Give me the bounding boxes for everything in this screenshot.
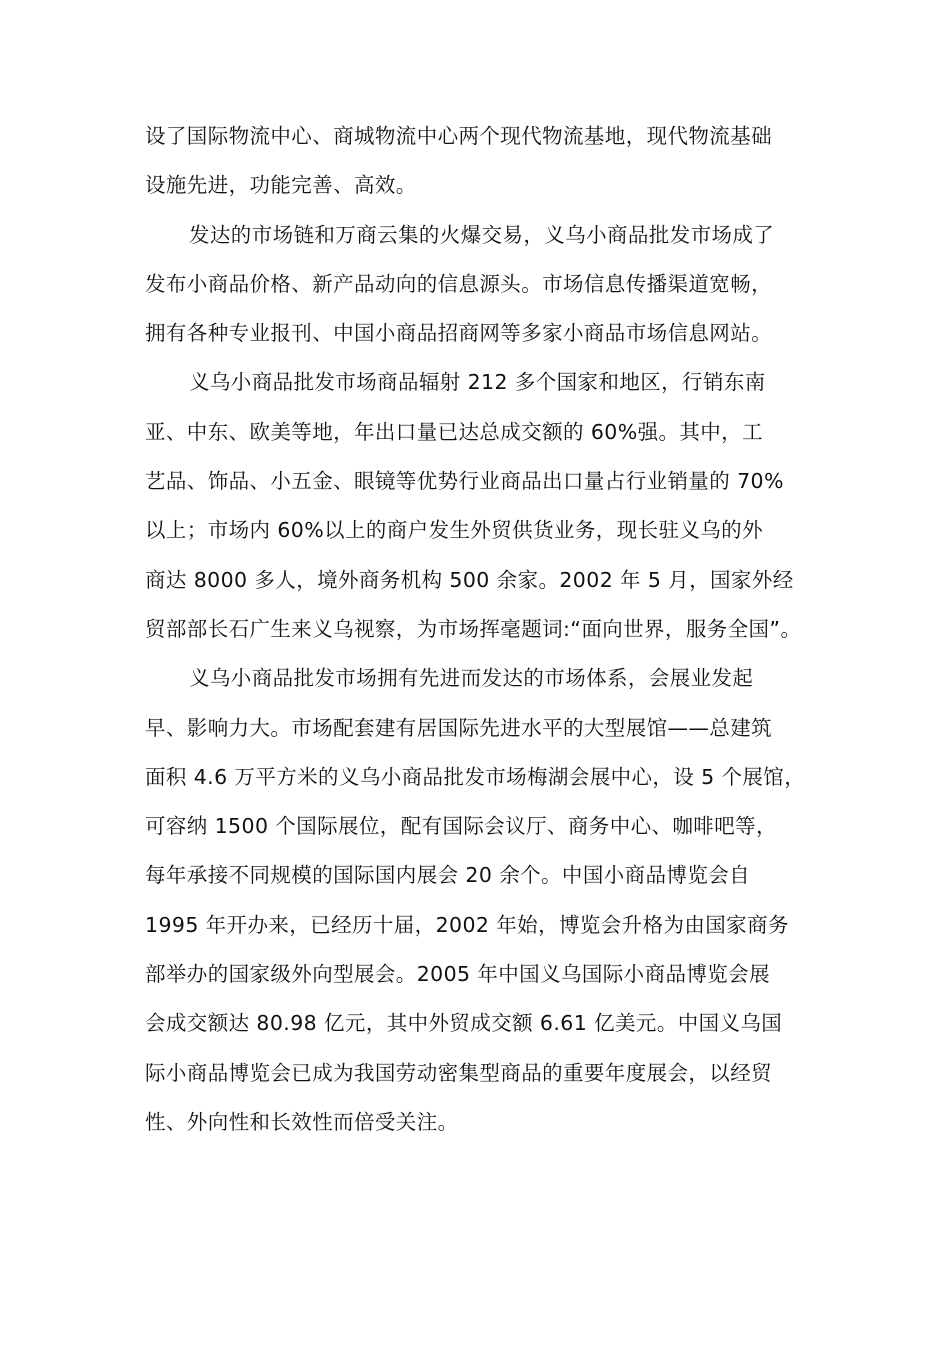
text-line: 1995 年开办来，已经历十届，2002 年始，博览会升格为由国家商务 [145, 912, 789, 937]
text-line: 会成交额达 80.98 亿元，其中外贸成交额 6.61 亿美元。中国义乌国 [145, 1011, 783, 1036]
text-line: 设施先进，功能完善、高效。 [145, 173, 417, 198]
paragraph-logistics [145, 112, 815, 211]
text-line: 义乌小商品批发市场拥有先进而发达的市场体系，会展业发起 [189, 666, 754, 691]
text-line: 早、影响力大。市场配套建有居国际先进水平的大型展馆——总建筑 [145, 715, 772, 740]
paragraph-information-source [145, 211, 815, 359]
text-line: 艺品、饰品、小五金、眼镜等优势行业商品出口量占行业销量的 70% [145, 469, 784, 494]
text-line: 每年承接不同规模的国际国内展会 20 余个。中国小商品博览会自 [145, 863, 751, 888]
text-line: 际小商品博览会已成为我国劳动密集型商品的重要年度展会，以经贸 [145, 1060, 772, 1085]
text-line: 发布小商品价格、新产品动向的信息源头。市场信息传播渠道宽畅， [145, 271, 772, 296]
text-line: 可容纳 1500 个国际展位，配有国际会议厅、商务中心、咖啡吧等， [145, 814, 777, 839]
text-line: 部举办的国家级外向型展会。2005 年中国义乌国际小商品博览会展 [145, 962, 770, 987]
text-line: 亚、中东、欧美等地，年出口量已达总成交额的 60%强。其中，工 [145, 419, 763, 444]
paragraph-export [145, 358, 815, 654]
text-line: 面积 4.6 万平方米的义乌小商品批发市场梅湖会展中心，设 5 个展馆， [145, 764, 806, 789]
text-line: 贸部部长石广生来义乌视察，为市场挥毫题词:“面向世界，服务全国”。 [145, 616, 802, 641]
text-line: 拥有各种专业报刊、中国小商品招商网等多家小商品市场信息网站。 [145, 321, 772, 346]
paragraph-exhibition [145, 654, 815, 1147]
text-line: 以上；市场内 60%以上的商户发生外贸供货业务，现长驻义乌的外 [145, 518, 763, 543]
text-line: 义乌小商品批发市场商品辐射 212 多个国家和地区，行销东南 [189, 370, 766, 395]
text-line: 商达 8000 多人，境外商务机构 500 余家。2002 年 5 月，国家外经 [145, 567, 794, 592]
document-body [145, 112, 815, 1147]
text-line: 发达的市场链和万商云集的火爆交易，义乌小商品批发市场成了 [189, 222, 775, 247]
text-line: 设了国际物流中心、商城物流中心两个现代物流基地，现代物流基础 [145, 124, 772, 148]
text-line: 性、外向性和长效性而倍受关注。 [145, 1109, 459, 1134]
